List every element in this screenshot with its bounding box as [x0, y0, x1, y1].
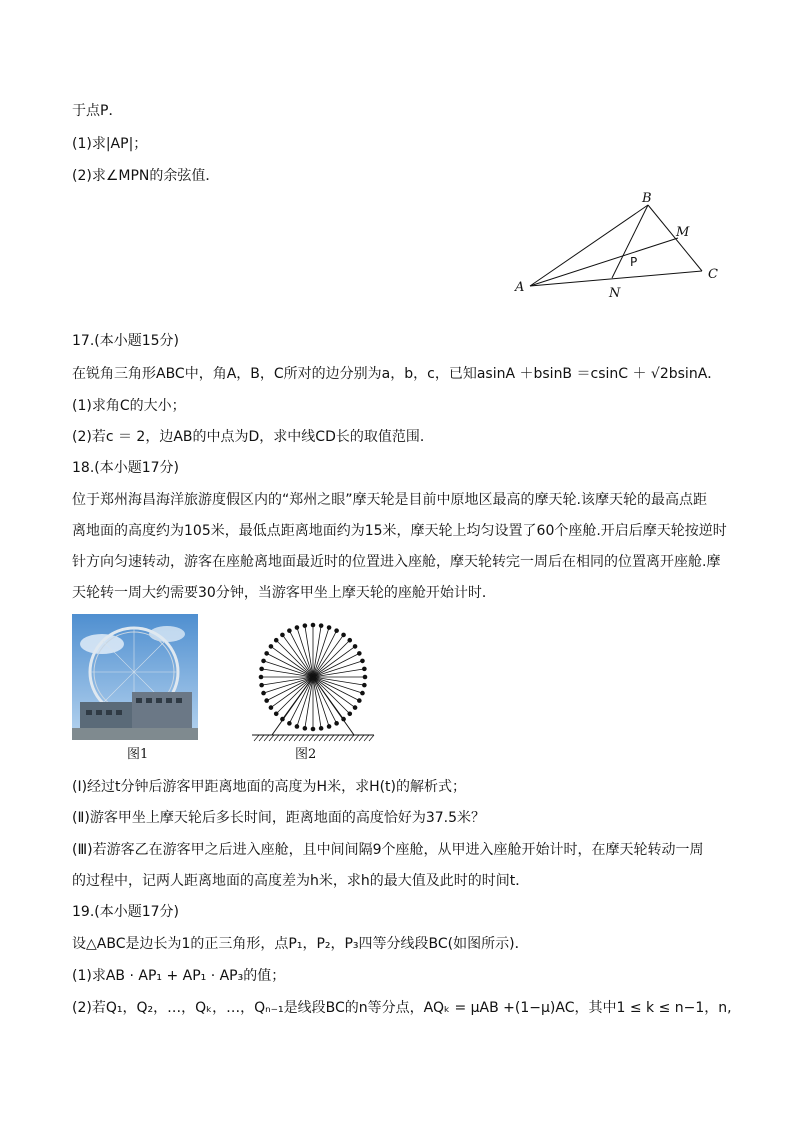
line-3: (2)求∠MPN的余弦值．: [72, 168, 220, 184]
q18-para-3: 针方向匀速转动，游客在座舱离地面最近时的位置进入座舱，摩天轮转完一周后在相同的位置离开座舱.摩: [72, 554, 721, 570]
ground-hatch: [334, 735, 339, 741]
ground-hatch: [309, 735, 314, 741]
wheel-cabin: [259, 675, 264, 680]
wheel-spoke: [282, 635, 313, 677]
wheel-cabin: [334, 721, 339, 726]
q18-part-ii: (Ⅱ)游客甲坐上摩天轮后多长时间，距离地面的高度恰好为37.5米？: [72, 810, 485, 826]
ground-hatch: [349, 735, 354, 741]
ground-hatch: [329, 735, 334, 741]
wheel-spoke: [297, 628, 313, 677]
wheel-cabin: [334, 628, 339, 633]
wheel-cabin: [353, 705, 358, 710]
ground-hatch: [354, 735, 359, 741]
wheel-spoke: [313, 677, 329, 726]
wheel-cabin: [347, 711, 352, 716]
q18-part-iii-2: 的过程中，记两人距离地面的高度差为h米，求h的最大值及此时的时间t．: [72, 873, 530, 889]
figure-2-caption: 图2: [295, 747, 317, 762]
wheel-spoke: [276, 640, 313, 677]
q18-para-1: 位于郑州海昌海洋旅游度假区内的“郑州之眼”摩天轮是目前中原地区最高的摩天轮.该摩天轮的最高点距: [72, 492, 707, 508]
wheel-spoke: [297, 677, 313, 726]
wheel-cabin: [287, 628, 292, 633]
figure-1-caption: 图1: [127, 747, 149, 762]
wheel-spoke: [313, 640, 350, 677]
wheel-spoke: [313, 677, 355, 708]
wheel-cabin: [327, 625, 332, 630]
q17-part2: (2)若c ＝ 2，边AB的中点为D，求中线CD长的取值范围．: [72, 429, 434, 445]
q18-part-iii-1: (Ⅲ)若游客乙在游客甲之后进入座舱，且中间间隔9个座舱，从甲进入座舱开始计时，在摩天轮转动一周: [72, 842, 704, 858]
q19-part1: (1)求AB · AP₁ + AP₁ · AP₃的值；: [72, 968, 286, 984]
wheel-cabin: [357, 651, 362, 656]
wheel-cabin: [360, 691, 365, 696]
q17-part1: (1)求角C的大小；: [72, 398, 186, 414]
ground-hatch: [364, 735, 369, 741]
ground-hatch: [279, 735, 284, 741]
wheel-cabin: [311, 727, 316, 732]
wheel-spoke: [264, 661, 313, 677]
ground-hatch: [294, 735, 299, 741]
wheel-cabin: [287, 721, 292, 726]
wheel-cabin: [259, 683, 264, 688]
wheel-cabin: [274, 711, 279, 716]
ground-hatch: [264, 735, 269, 741]
line-2: (1)求|AP|；: [72, 136, 148, 152]
wheel-cabin: [341, 633, 346, 638]
ground-hatch: [304, 735, 309, 741]
wheel-spoke: [276, 677, 313, 714]
q19-body: 设△ABC是边长为1的正三角形，点P₁，P₂，P₃四等分线段BC(如图所示)．: [72, 936, 529, 952]
ferris-wheel-photo: [72, 614, 198, 740]
ground-hatch: [359, 735, 364, 741]
wheel-cabin: [295, 625, 300, 630]
triangle-figure: [510, 188, 730, 303]
ground-hatch: [319, 735, 324, 741]
wheel-cabin: [362, 683, 367, 688]
ground-hatch: [314, 735, 319, 741]
wheel-spoke: [271, 677, 313, 708]
wheel-spoke: [313, 661, 362, 677]
label-b: B: [642, 191, 652, 206]
wheel-cabin: [347, 638, 352, 643]
wheel-cabin: [362, 667, 367, 672]
label-n: N: [609, 286, 621, 301]
wheel-cabin: [319, 623, 324, 628]
wheel-spoke: [313, 635, 344, 677]
ground-hatch: [274, 735, 279, 741]
wheel-cabin: [327, 724, 332, 729]
ferris-wheel-diagram: [250, 617, 376, 743]
wheel-cabin: [360, 659, 365, 664]
wheel-cabin: [319, 726, 324, 731]
ground-hatch: [254, 735, 259, 741]
wheel-cabin: [259, 667, 264, 672]
ground-hatch: [324, 735, 329, 741]
q18-para-4: 天轮转一周大约需要30分钟，当游客甲坐上摩天轮的座舱开始计时．: [72, 585, 496, 601]
q18-heading: 18.(本小题17分): [72, 460, 180, 476]
wheel-cabin: [295, 724, 300, 729]
wheel-cabin: [353, 644, 358, 649]
label-c: C: [708, 267, 718, 282]
ground-hatch: [339, 735, 344, 741]
wheel-cabin: [264, 651, 269, 656]
wheel-cabin: [261, 659, 266, 664]
wheel-spoke: [271, 646, 313, 677]
wheel-cabin: [261, 691, 266, 696]
ground-hatch: [284, 735, 289, 741]
wheel-cabin: [357, 698, 362, 703]
ground-hatch: [344, 735, 349, 741]
wheel-spoke: [313, 677, 350, 714]
q17-body: 在锐角三角形ABC中，角A，B，C所对的边分别为a，b，c，已知asinA ＋bsinB ＝csinC ＋ √2bsinA．: [72, 366, 722, 382]
wheel-cabin: [269, 705, 274, 710]
wheel-cabin: [274, 638, 279, 643]
q19-part2: (2)若Q₁，Q₂，…，Qₖ，…，Qₙ₋₁是线段BC的n等分点，AQₖ = μAB +(1−μ)AC，其中1 ≤ k ≤ n−1，n,: [72, 1000, 732, 1016]
ground-hatch: [269, 735, 274, 741]
wheel-cabin: [264, 698, 269, 703]
ground-hatch: [299, 735, 304, 741]
wheel-cabin: [269, 644, 274, 649]
label-p: P: [630, 255, 638, 269]
label-m: M: [676, 225, 690, 240]
wheel-spoke: [313, 646, 355, 677]
q19-heading: 19.(本小题17分): [72, 904, 180, 920]
wheel-spoke: [313, 628, 329, 677]
wheel-spoke: [313, 677, 362, 693]
wheel-cabin: [363, 675, 368, 680]
wheel-spoke: [264, 677, 313, 693]
wheel-cabin: [311, 623, 316, 628]
line-1: 于点P．: [72, 103, 123, 119]
label-a: A: [515, 280, 525, 295]
wheel-cabin: [303, 623, 308, 628]
ground-hatch: [289, 735, 294, 741]
wheel-cabin: [280, 633, 285, 638]
q17-heading: 17.(本小题15分): [72, 333, 180, 349]
wheel-cabin: [303, 726, 308, 731]
ground-hatch: [259, 735, 264, 741]
ground-hatch: [369, 735, 374, 741]
q18-para-2: 离地面的高度约为105米，最低点距离地面约为15米，摩天轮上均匀设置了60个座舱.开启后摩天轮按逆时: [72, 523, 727, 539]
q18-part-i: (Ⅰ)经过t分钟后游客甲距离地面的高度为H米，求H(t)的解析式；: [72, 779, 467, 795]
